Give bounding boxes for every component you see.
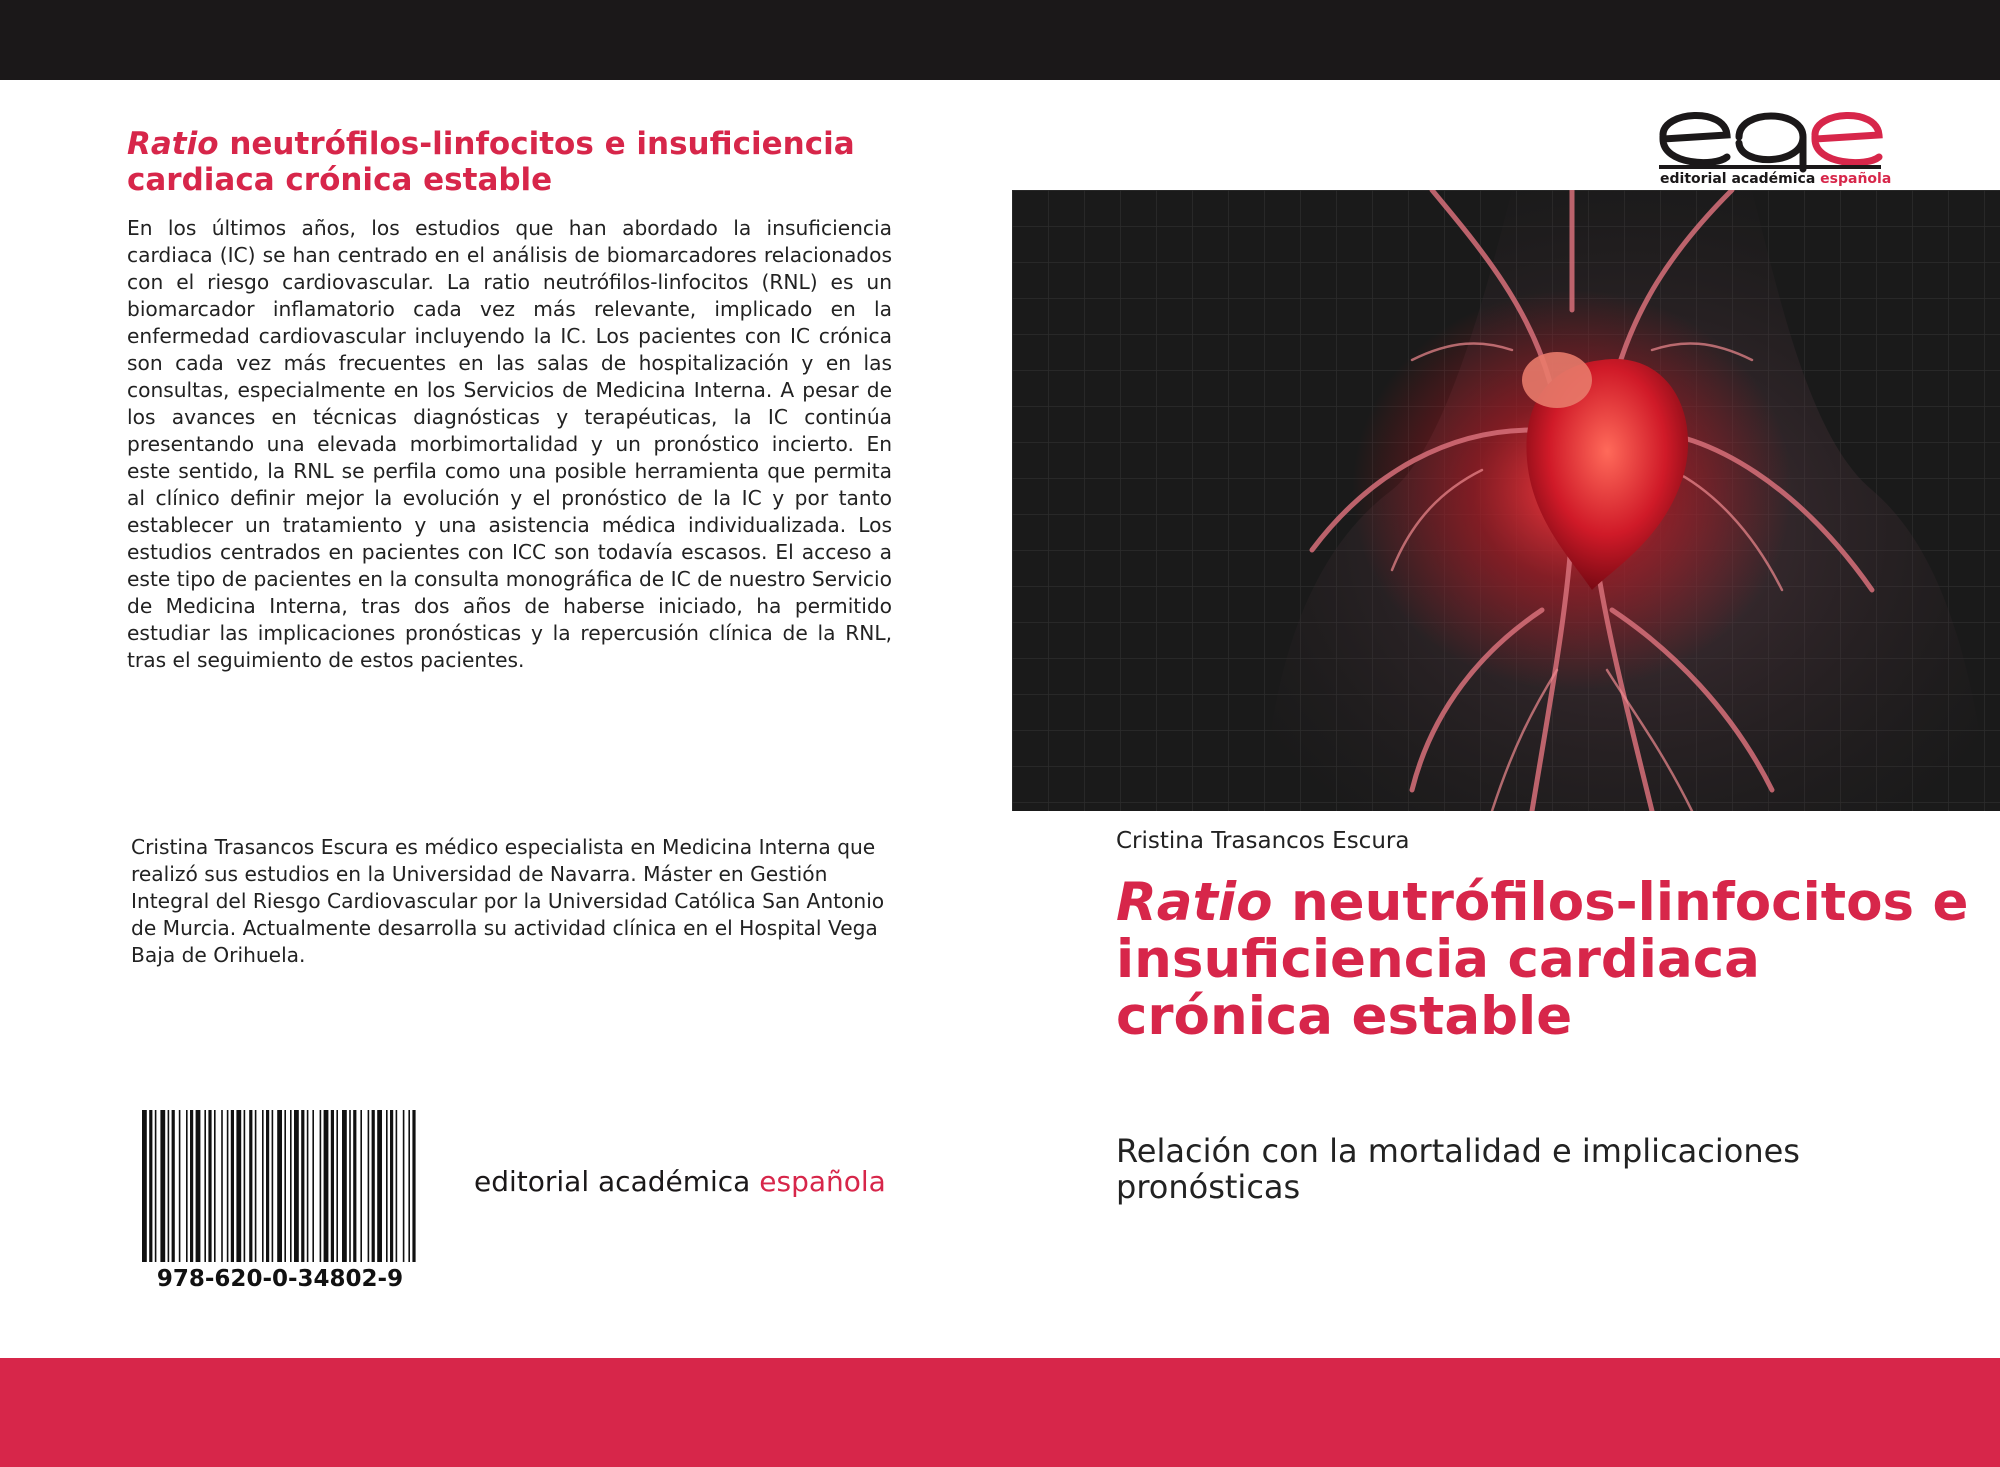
cover-heart-illustration xyxy=(1012,190,2000,811)
author-bio: Cristina Trasancos Escura es médico especialista en Medicina Interna que realizó sus estudios en la Universidad de Navarra. Máster en Gestión Integral del Riesgo Cardiovascular por la Universidad Católica San Antonio de Murcia. Actualmente desarrolla su actividad clínica en el Hospital Vega Baja de Orihuela. xyxy=(131,835,885,967)
publisher-name xyxy=(474,1165,886,1198)
publisher-name-main: editorial académica xyxy=(474,1165,760,1198)
publisher-name-accent: española xyxy=(759,1165,886,1198)
front-cover-subtitle: Relación con la mortalidad e implicaciones pronósticas xyxy=(1116,1132,1800,1206)
back-title-rest: neutrófilos-linfocitos e insuficiencia cardiaca crónica estable xyxy=(127,126,855,198)
front-title-rest: neutrófilos-linfocitos e insuficiencia cardiaca crónica estable xyxy=(1116,872,1969,1047)
back-title-italic: Ratio xyxy=(127,126,219,162)
front-title-italic: Ratio xyxy=(1116,872,1273,933)
top-band xyxy=(0,0,2000,80)
barcode xyxy=(140,1110,420,1262)
front-cover-title xyxy=(1116,874,1976,1045)
bottom-band xyxy=(0,1358,2000,1467)
logo-caption-main: editorial académica xyxy=(1660,171,1821,187)
isbn-number: 978-620-0-34802-9 xyxy=(156,1266,404,1292)
logo-caption xyxy=(1660,171,1892,187)
front-cover-author: Cristina Trasancos Escura xyxy=(1116,828,1410,854)
back-cover-blurb: En los últimos años, los estudios que han abordado la insuficiencia cardiaca (IC) se han centrado en el análisis de biomarcadores relacionados con el riesgo cardiovascular. La ratio neutrófilos-linfocitos (RNL) es un biomarcador inflamatorio cada vez más relevante, implicado en la enfermedad cardiovascular incluyendo la IC. Los pacientes con IC crónica son cada vez más frecuentes en las salas de hospitalización y en las consultas, especialmente en los Servicios de Medicina Interna. A pesar de los avances en técnicas diagnósticas y terapéuticas, la IC continúa presentando una elevada morbimortalidad y un pronóstico incierto. En este sentido, la RNL se perfila como una posible herramienta que permita al clínico definir mejor la evolución y el pronóstico de la IC y por tanto establecer un tratamiento y una asistencia médica individualizada. Los estudios centrados en pacientes con ICC son todavía escasos. El acceso a este tipo de pacientes en la consulta monográfica de IC de nuestro Servicio de Medicina Interna, tras dos años de haberse iniciado, ha permitido estudiar las implicaciones pronósticas y la repercusión clínica de la RNL, tras el seguimiento de estos pacientes. xyxy=(127,216,892,672)
logo-caption-accent: española xyxy=(1820,171,1892,187)
back-cover-title xyxy=(127,126,907,198)
